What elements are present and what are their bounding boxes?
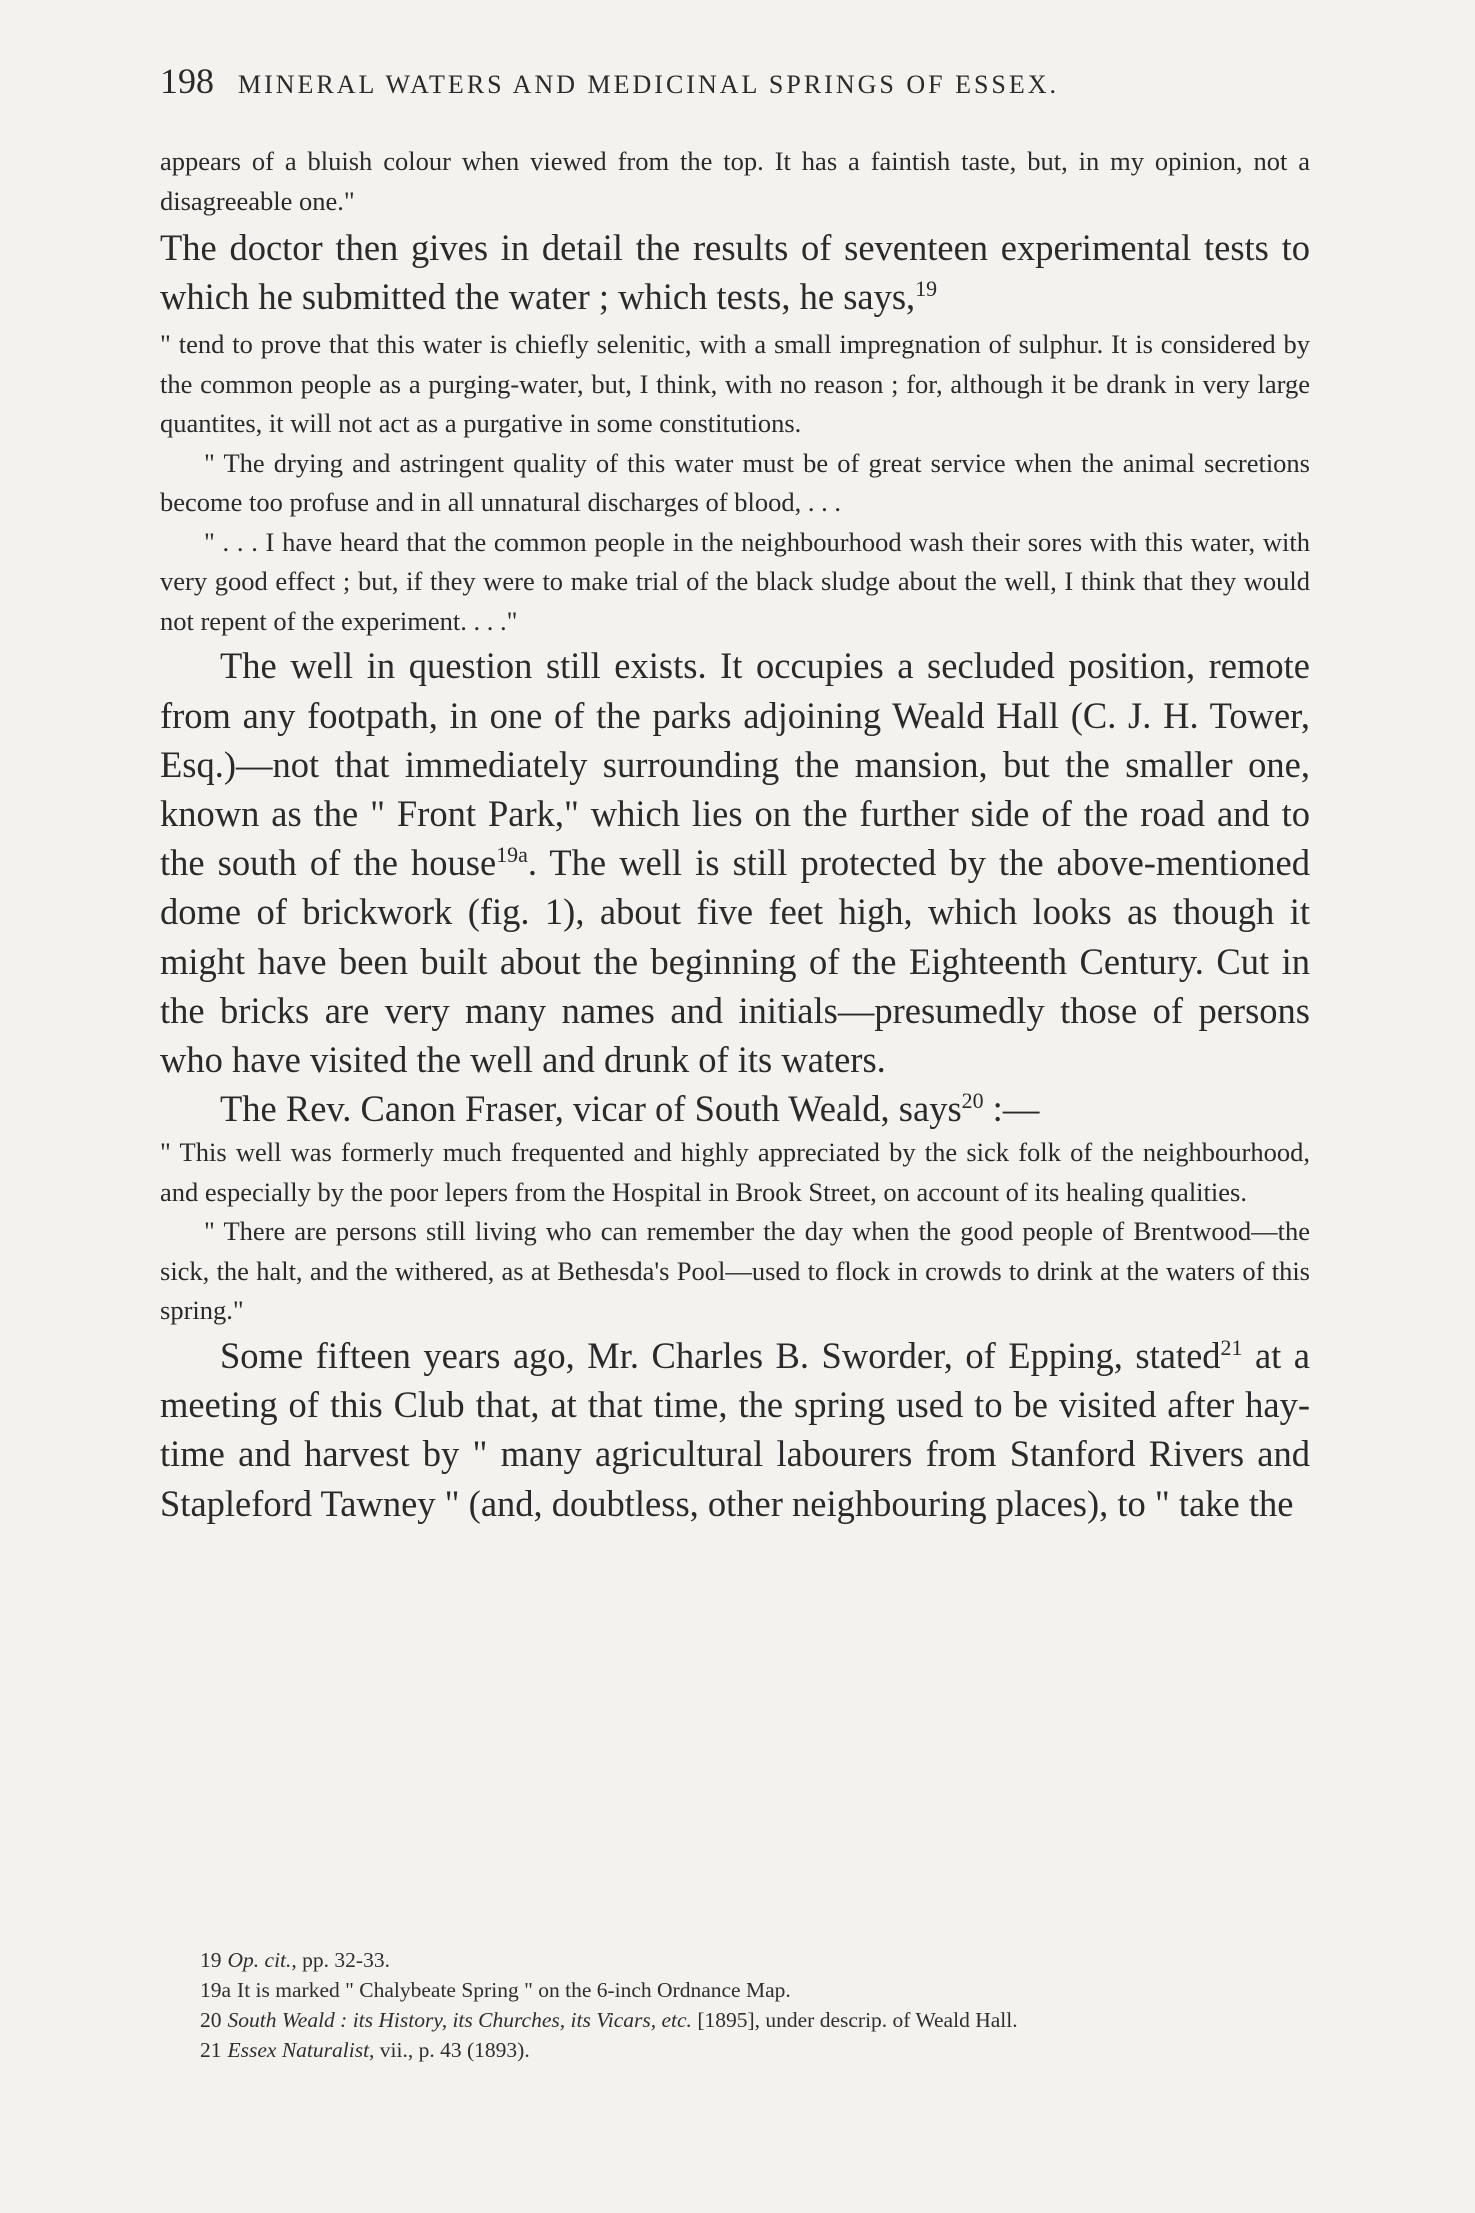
footnote-number: 19a <box>200 1978 232 2002</box>
footnote-ref-20: 20 <box>961 1088 984 1114</box>
footnote-number: 21 <box>200 2038 222 2062</box>
footnote-ref-19a: 19a <box>496 842 528 868</box>
footnote-text: , vii., p. 43 (1893). <box>369 2038 530 2062</box>
footnote-italic: Essex Naturalist <box>227 2038 370 2062</box>
footnote-ref-19: 19 <box>915 276 938 302</box>
quote-continuation: appears of a bluish colour when viewed from the top. It has a faintish taste, but, in my opinion, not a disagreeable one." <box>160 146 1310 216</box>
quote-drying-quality: " The drying and astringent quality of this water must be of great service when the animal secretions become too profuse and in all unnatural discharges of blood, . . . <box>160 447 1310 518</box>
footnotes <box>160 1945 1310 2065</box>
footnote-italic: South Weald : its History, its Churches, its Vicars, etc. <box>227 2008 692 2032</box>
paragraph-text: The Rev. Canon Fraser, vicar of South Weald, says <box>220 1088 962 1130</box>
quote-sores: " . . . I have heard that the common people in the neighbourhood wash their sores with this water, with very good effect ; but, if they were to make trial of the black sludge about the well, I think that they would not repent of the experiment. . . ." <box>160 526 1310 636</box>
paragraph-text: Some fifteen years ago, Mr. Charles B. Sworder, of Epping, stated <box>220 1334 1221 1376</box>
footnote-20 <box>160 2005 1310 2035</box>
paragraph-well-exists <box>160 641 1310 1084</box>
footnote-21 <box>160 2035 1310 2065</box>
footnote-text: [1895], under descrip. of Weald Hall. <box>691 2008 1018 2032</box>
main-text <box>160 142 1310 1528</box>
footnote-number: 20 <box>200 2008 222 2032</box>
quote-selenitic: " tend to prove that this water is chiefly selenitic, with a small impregnation of sulphur. It is considered by the common people as a purging-water, but, I think, with no reason ; for, although it be drank in very large quantites, it will not act as a purgative in some constitutions. <box>160 329 1310 439</box>
footnote-ref-21: 21 <box>1220 1334 1243 1360</box>
footnote-19a <box>160 1975 1310 2005</box>
paragraph-text: :— <box>983 1088 1040 1130</box>
quote-lepers: " This well was formerly much frequented and highly appreciated by the sick folk of the neighbourhood, and especially by the poor lepers from the Hospital in Brook Street, on account of its healing qualities. <box>160 1137 1310 1207</box>
footnote-italic: Op. cit. <box>227 1948 292 1972</box>
footnote-number: 19 <box>200 1948 222 1972</box>
paragraph-text: The well in question still exists. It occupies a secluded position, remote from any footpath, in one of the parks adjoining Weald Hall (C. J. H. Tower, Esq.)—not that immediately surrounding the mansion, but the smaller one, known as the " Front Park," which lies on the further side of the road and to the south of the house <box>160 645 1310 884</box>
paragraph-text: at a meeting of this Club that, at that time, the spring used to be visited after hay-time and harvest by " many agricultural labourers from Stanford Rivers and Stapleford Tawney " (and, doubtless, other neighbouring places), to " take the <box>160 1334 1311 1524</box>
footnote-text: , pp. 32-33. <box>291 1948 390 1972</box>
footnote-text: It is marked " Chalybeate Spring " on the 6-inch Ordnance Map. <box>237 1978 791 2002</box>
paragraph-text: The doctor then gives in detail the results of seventeen experimental tests to which he submitted the water ; which tests, he says, <box>160 227 1310 318</box>
running-title: MINERAL WATERS AND MEDICINAL SPRINGS OF ESSEX. <box>238 70 1060 99</box>
footnote-19 <box>160 1945 1310 1975</box>
paragraph-canon-fraser <box>160 1084 1310 1133</box>
running-header <box>160 60 1310 102</box>
paragraph-doctor-tests <box>160 223 1310 321</box>
quote-bethesda: " There are persons still living who can remember the day when the good people of Brentwood—the sick, the halt, and the withered, as at Bethesda's Pool—used to flock in crowds to drink at the waters of this spring." <box>160 1216 1310 1326</box>
paragraph-sworder <box>160 1331 1310 1528</box>
page-number: 198 <box>160 61 214 101</box>
paragraph-text: . The well is still protected by the above-mentioned dome of brickwork (fig. 1), about five feet high, which looks as though it might have been built about the beginning of the Eighteenth Century. Cut in the bricks are very many names and initials—presumedly those of persons who have visited the well and drunk of its waters. <box>160 842 1310 1081</box>
